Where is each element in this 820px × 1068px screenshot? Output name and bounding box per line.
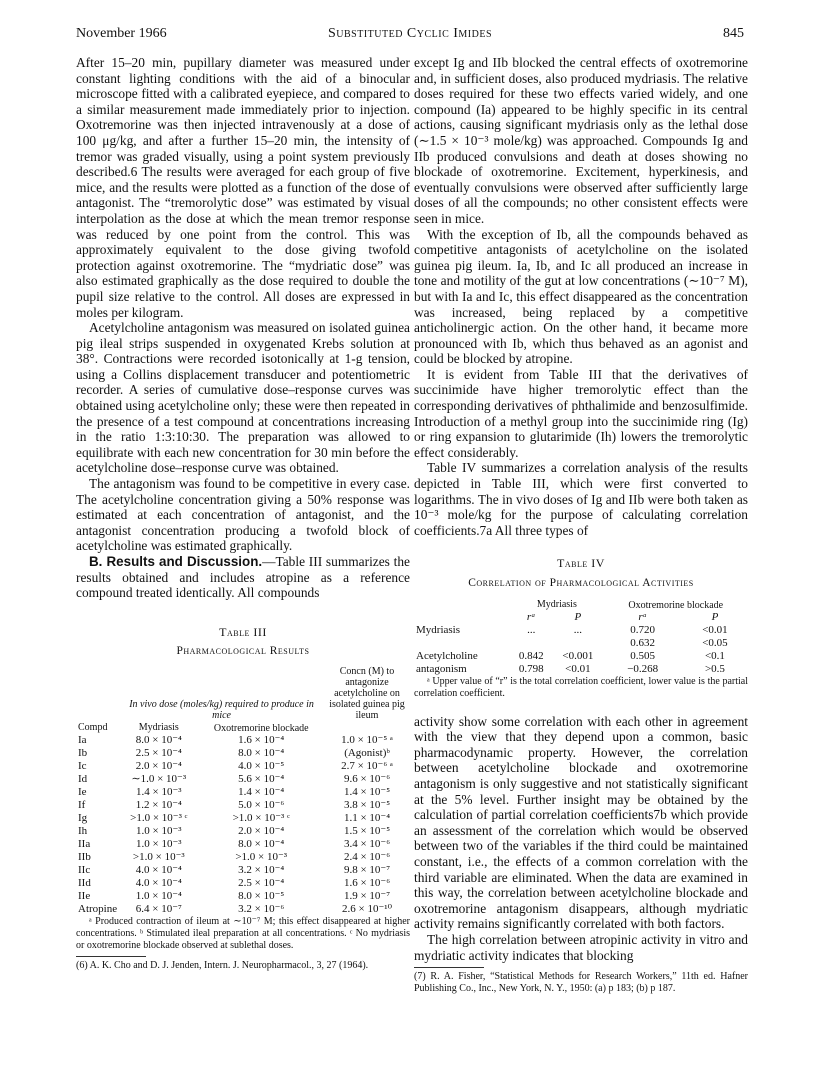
table3-cell-oxo: >1.0 × 10⁻³ ᶜ <box>232 811 290 824</box>
table4-col-r: rᵃ <box>638 610 648 623</box>
paragraph: Table IV summarizes a correlation analysis of the results depicted in Table III, which were first converted to logarithms. The in vivo doses of Ig and IIb were both taken as 10⁻³ mole/kg for the purpose of calculating correlation coefficients.7a All three types of <box>414 460 748 538</box>
table3-col-oxo: Oxotremorine blockade <box>213 722 309 734</box>
table4-cell-label: Mydriasis <box>416 623 460 636</box>
table4-cell-label: antagonism <box>416 662 467 675</box>
table3-cell-oxo: 4.0 × 10⁻⁵ <box>238 759 285 772</box>
table4-cell-p1 <box>552 637 603 650</box>
table3-col-compd: Compd <box>78 721 108 733</box>
table4-cell-r1: 0.798 <box>518 662 544 675</box>
reference-7: (7) R. A. Fisher, “Statistical Methods for Research Workers,” 11th ed. Hafner Publishing Co., Inc., New York, N. Y., 1950: (a) p 183; (b) p 187. <box>414 971 748 995</box>
table-row <box>414 637 748 650</box>
paragraph: Acetylcholine antagonism was measured on isolated guinea pig ileal strips suspended in oxygenated Krebs solution at 38°. Contractions were recorded isotonically at 1-g tension, using a Collins displacement transducer and potentiometric recorder. A series of cumulative dose–response curves was obtained using acetylcholine only; these were then repeated in the presence of a test compound at concentrations increasing in the ratio 1:3:10:30. The preparation was allowed to equilibrate with each new concentration for 30 min before the acetylcholine dose–response curve was obtained. <box>76 320 410 476</box>
table4-footnote: ᵃ Upper value of “r” is the total correlation coefficient, lower value is the partial correlation coefficient. <box>414 675 748 699</box>
table3-cell-oxo: 2.5 × 10⁻⁴ <box>238 876 285 889</box>
table3-cell-myd: 2.0 × 10⁻⁴ <box>135 759 182 772</box>
table3-cell-compd: Ie <box>78 785 87 798</box>
paragraph: The high correlation between atropinic activity in vitro and mydriatic activity indicates that blocking <box>414 931 748 963</box>
footnote-rule <box>414 967 484 968</box>
table4-caption: Correlation of Pharmacological Activities <box>468 577 694 589</box>
table-row <box>76 812 410 825</box>
table4-cell-r2: 0.505 <box>630 649 656 662</box>
table3-footnote: ᵃ Produced contraction of ileum at ∼10⁻⁷ M; this effect disappeared at higher concentrations. ᵇ Stimulated ileal preparation at all concentrations. ᶜ No mydriasis or oxotremorine blockade observed at sublethal doses. <box>76 915 410 951</box>
table3-caption: Pharmacological Results <box>176 645 310 658</box>
table3-cell-ileum: 1.4 × 10⁻⁵ <box>343 785 391 798</box>
table3-cell-ileum: 1.1 × 10⁻⁴ <box>343 811 391 824</box>
table-row <box>76 799 410 812</box>
table3-cell-oxo: 3.2 × 10⁻⁴ <box>238 863 285 876</box>
table-row <box>76 786 410 799</box>
table-row <box>76 890 410 903</box>
table4-cell-p1: <0.001 <box>562 649 594 662</box>
table3-cell-myd: 2.5 × 10⁻⁴ <box>135 746 182 759</box>
table4-cell-r1: 0.842 <box>518 649 544 662</box>
paragraph: After 15–20 min, pupillary diameter was measured under constant lighting conditions with the aid of a binocular microscope fitted with a calibrated eyepiece, and compared to a similar measurement made immediately prior to injection. Oxotremorine was then injected intravenously at a dose of 100 μg/kg, and after a further 15–20 min, the intensity of tremor was graded visually, using a point system previously described.6 The results were averaged for each group of five mice, and the results were plotted as a function of the dose of antagonist. The “tremorolytic dose” was estimated by visual interpolation as the dose at which the mean tremor response was reduced by one point from the control. This was approximately equivalent to the dose giving twofold protection against oxotremorine. The “mydriatic dose” was also estimated graphically as the dose required to double the pupil size relative to the control. All doses are expressed in moles per kilogram. <box>76 55 410 320</box>
table3-cell-myd: ∼1.0 × 10⁻³ <box>131 772 187 785</box>
table3-cell-compd: Id <box>78 772 88 785</box>
table4-col-p: P <box>711 610 719 623</box>
table4-cell-r1 <box>510 637 552 650</box>
table3-cell-myd: 1.0 × 10⁻³ <box>136 837 182 850</box>
table4-cell-r2: 0.632 <box>630 636 656 649</box>
table3-cell-ileum: 9.6 × 10⁻⁶ <box>343 772 391 785</box>
header-date: November 1966 <box>76 26 167 41</box>
table3-cell-ileum: (Agonist)ᵇ <box>344 746 390 759</box>
table3-col-ileum: Concn (M) to antagonize acetylcholine on isolated guinea pig ileum <box>329 665 405 721</box>
table3-cell-oxo: 8.0 × 10⁻⁴ <box>238 837 285 850</box>
table3-cell-oxo: 8.0 × 10⁻⁵ <box>238 889 285 902</box>
table3-cell-myd: 1.4 × 10⁻³ <box>136 785 182 798</box>
table4-cell-p2: >0.5 <box>704 662 725 675</box>
table3-cell-myd: 6.4 × 10⁻⁷ <box>135 902 182 915</box>
table3-cell-oxo: 5.6 × 10⁻⁴ <box>238 772 285 785</box>
table3-cell-compd: Ic <box>78 759 87 772</box>
table3-cell-oxo: 5.0 × 10⁻⁶ <box>238 798 285 811</box>
table4 <box>414 598 748 676</box>
table3-cell-ileum: 1.0 × 10⁻⁵ ᵃ <box>341 733 393 746</box>
section-heading: B. Results and Discussion. <box>89 554 263 569</box>
table-row <box>76 851 410 864</box>
table3-cell-compd: Ih <box>78 824 88 837</box>
table3-cell-ileum: 2.4 × 10⁻⁶ <box>343 850 391 863</box>
table3-cell-oxo: 3.2 × 10⁻⁶ <box>238 902 285 915</box>
table4-cell-p2: <0.01 <box>702 623 728 636</box>
paragraph: except Ig and IIb blocked the central effects of oxotremorine and, in sufficient doses, also produced mydriasis. The relative doses required for these two effects varied widely, and one compound (Ia) appeared to be highly specific in its central actions, causing significant mydriasis only as the lethal dose (∼1.5 × 10⁻³ mole/kg) was approached. Compounds Ig and IIb produced convulsions and death at doses showing no blockade of oxotremorine. Excitement, hyperkinesis, and eventually convulsions were observed after sufficiently large doses of all the compounds; no other consistent effects were seen in mice. <box>414 55 748 226</box>
table3-cell-myd: >1.0 × 10⁻³ <box>132 850 185 863</box>
table3-cell-oxo: 8.0 × 10⁻⁴ <box>238 746 285 759</box>
table3-cell-oxo: 1.6 × 10⁻⁴ <box>238 733 285 746</box>
table3-cell-compd: Ib <box>78 746 88 759</box>
table3-col-group: In vivo dose (moles/kg) required to produce in mice <box>129 698 314 721</box>
reference-6: (6) A. K. Cho and D. J. Jenden, Intern. J. Neuropharmacol., 3, 27 (1964). <box>76 959 369 971</box>
table4-col-r: rᵃ <box>526 610 536 623</box>
table3-cell-myd: 1.0 × 10⁻³ <box>136 824 182 837</box>
table-row <box>414 624 748 637</box>
table-row <box>76 760 410 773</box>
table-row <box>76 838 410 851</box>
table-row <box>76 747 410 760</box>
table3-cell-ileum: 1.9 × 10⁻⁷ <box>343 889 391 902</box>
table4-cell-p1: ... <box>573 623 583 636</box>
table3-title: Table III <box>219 624 267 639</box>
paragraph: It is evident from Table III that the derivatives of succinimide have higher tremorolytic effect than the corresponding derivatives of phthalimide and benzosulfimide. Introduction of a methyl group into the succinimide ring (Ig) or ring expansion to glutarimide (Ih) lowers the tremorolytic effect considerably. <box>414 366 748 460</box>
table3-cell-ileum: 3.8 × 10⁻⁵ <box>343 798 391 811</box>
page-number: 845 <box>723 26 744 41</box>
table3-cell-ileum: 3.4 × 10⁻⁶ <box>343 837 391 850</box>
table3-cell-compd: IIc <box>78 863 91 876</box>
table4-cell-label <box>414 637 510 650</box>
table3-cell-compd: If <box>78 798 86 811</box>
table3-cell-myd: 4.0 × 10⁻⁴ <box>135 863 182 876</box>
table4-col-p: P <box>574 610 582 623</box>
paragraph <box>76 554 410 601</box>
table-row <box>76 903 410 916</box>
table3 <box>76 666 410 916</box>
table4-cell-label: Acetylcholine <box>416 649 478 662</box>
paragraph: With the exception of Ib, all the compounds behaved as competitive antagonists of acetylcholine on the isolated guinea pig ileum. Ia, Ib, and Ic all produced an increase in tone and motility of the gut at low concentrations (∼10⁻⁷ M), but with Ia and Ic, this effect disappeared as the concentration was increased, being replaced by a competitive anticholinergic action. On the other hand, it became more pronounced with Ib, which thus behaved as an agonist and could be blocked by atropine. <box>414 226 748 367</box>
table-row <box>76 877 410 890</box>
table3-cell-myd: 1.2 × 10⁻⁴ <box>135 798 182 811</box>
table4-cell-r2: −0.268 <box>627 662 659 675</box>
table-row <box>414 663 748 676</box>
table3-cell-myd: >1.0 × 10⁻³ ᶜ <box>130 811 188 824</box>
table3-cell-oxo: 1.4 × 10⁻⁴ <box>238 785 285 798</box>
header-title: Substituted Cyclic Imides <box>327 26 493 41</box>
right-column <box>414 55 748 995</box>
left-column <box>76 55 410 972</box>
table-row <box>76 734 410 747</box>
table3-cell-ileum: 2.7 × 10⁻⁶ ᵃ <box>341 759 393 772</box>
table4-cell-p2: <0.1 <box>704 649 725 662</box>
table4-cell-r2: 0.720 <box>630 623 656 636</box>
table-row <box>76 825 410 838</box>
table3-cell-myd: 8.0 × 10⁻⁴ <box>135 733 182 746</box>
table3-col-myd: Mydriasis <box>138 721 179 733</box>
table4-title: Table IV <box>557 556 605 571</box>
table3-cell-ileum: 1.6 × 10⁻⁶ <box>343 876 391 889</box>
paragraph: activity show some correlation with each other in agreement with the view that they depend upon a common, basic pharmacodynamic property. However, the correlation between acetylcholine blockade and oxotremorine antagonism is only suggestive and not statistically significant at the 5% level. Further insight may be obtained by the calculation of partial correlation coefficients7b which provide an assessment of the correlation which would be observed between two of the variables if the third could be maintained constant, i.e., the effects of a common correlation with the third variable are eliminated. When the data are examined in this way, the correlation between acetylcholine blockade and oxotremorine antagonism disappears, although mydriatic activity remains significantly correlated with both factors. <box>414 713 748 932</box>
table3-cell-compd: IIa <box>78 837 91 850</box>
paragraph-text: —Table III summarizes the results obtained and includes atropine as a reference compound treated identically. All compounds <box>76 554 410 601</box>
table3-cell-compd: Ig <box>78 811 88 824</box>
table3-cell-oxo: >1.0 × 10⁻³ <box>235 850 288 863</box>
table3-cell-compd: IIb <box>78 850 91 863</box>
table3-cell-ileum: 9.8 × 10⁻⁷ <box>343 863 391 876</box>
table3-cell-myd: 4.0 × 10⁻⁴ <box>135 876 182 889</box>
table4-col-myd: Mydriasis <box>536 598 577 610</box>
table-row <box>414 650 748 663</box>
table3-cell-compd: Ia <box>78 733 87 746</box>
table3-cell-compd: Atropine <box>78 902 118 915</box>
table3-cell-oxo: 2.0 × 10⁻⁴ <box>238 824 285 837</box>
table4-cell-p2: <0.05 <box>702 636 728 649</box>
table3-cell-ileum: 1.5 × 10⁻⁵ <box>343 824 391 837</box>
table4-cell-r1: ... <box>527 623 536 636</box>
table3-cell-compd: IId <box>78 876 91 889</box>
paragraph: The antagonism was found to be competitive in every case. The acetylcholine concentration giving a 50% response was estimated at each concentration of antagonist, and the antagonist concentration producing a twofold block of acetylcholine was estimated graphically. <box>76 476 410 554</box>
table3-cell-compd: IIe <box>78 889 91 902</box>
table4-col-oxo: Oxotremorine blockade <box>628 599 724 611</box>
table-row <box>76 773 410 786</box>
table3-cell-myd: 1.0 × 10⁻⁴ <box>135 889 182 902</box>
table-row <box>76 864 410 877</box>
table3-cell-ileum: 2.6 × 10⁻¹⁰ <box>342 902 392 915</box>
table4-cell-p1: <0.01 <box>565 662 591 675</box>
footnote-rule <box>76 956 146 957</box>
